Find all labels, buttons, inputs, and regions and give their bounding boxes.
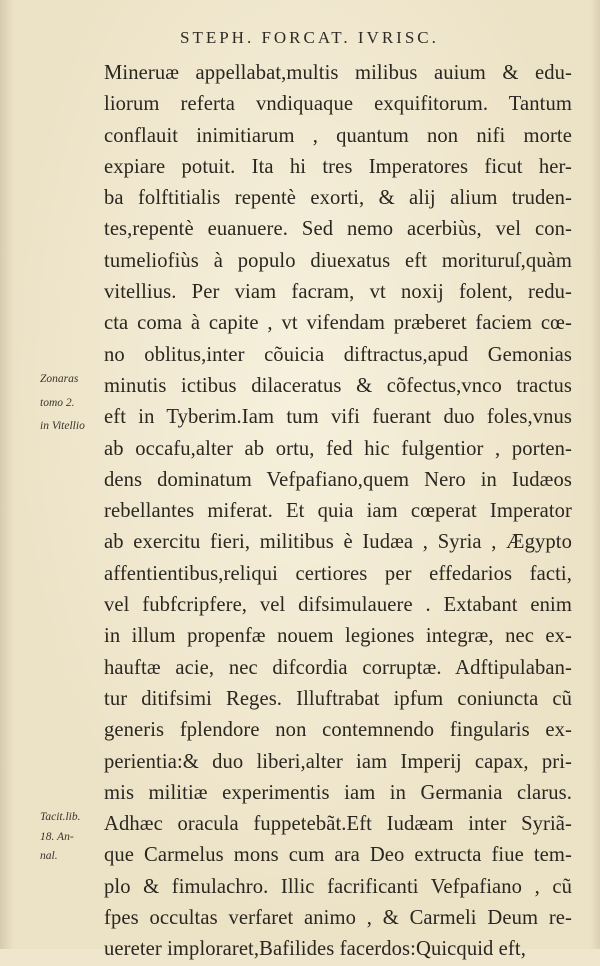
text-line: vel fubfcripfere, vel difsimulauere . Extabant enim [104,594,572,617]
text-line: conflauit inimitiarum , quantum non nifi morte [104,124,572,147]
running-title: STEPH. FORCAT. IVRISC. [180,28,439,47]
text-line: liorum referta vndiquaque exquifitorum. Tantum [104,93,572,116]
text-line: in illum propenfæ nouem legiones integræ, nec ex- [104,625,572,648]
margin-note: 18. An- [40,831,74,843]
page-fold-shadow [590,0,600,949]
body-text [104,58,572,966]
text-line: tur ditifsimi Reges. Illuftrabat ipfum coniuncta cũ [104,687,572,710]
text-line: uereter imploraret,Bafilides facerdos:Quicquid eft, [104,938,526,961]
margin-note: tomo 2. [40,397,75,409]
text-line: plo & fimulachro. Illic facrificanti Vefpafiano , cũ [104,875,572,898]
margin-note: Tacit.lib. [40,811,81,823]
text-line: ab occafu,alter ab ortu, fed hic fulgentior , porten- [104,437,572,460]
margin-note: Zonaras [40,373,79,385]
margin-note: nal. [40,850,58,862]
text-line: generis fplendore non contemnendo fingularis ex- [104,719,572,742]
text-line: ba folftitialis repentè exorti, & alij alium truden- [104,187,572,210]
text-line: affentientibus,reliqui certiores per effedarios facti, [104,562,572,585]
text-line: tes,repentè euanuere. Sed nemo acerbiùs, vel con- [104,218,572,241]
text-line: dens dominatum Vefpafiano,quem Nero in Iudæos [104,468,572,491]
text-line: hauftæ acie, nec difcordia corruptæ. Adftipulaban- [104,656,572,679]
text-line: mis militiæ experimentis iam in Germania clarus. [104,781,572,804]
text-line: Adhæc oracula fuppetebãt.Eft Iudæam inter Syriã- [104,813,572,836]
text-line: perientia:& duo liberi,alter iam Imperij capax, pri- [104,750,572,773]
text-line: vitellius. Per viam facram, vt noxij folent, redu- [104,281,572,304]
text-line: fpes occultas verfaret animo , & Carmeli Deum re- [104,907,572,930]
text-line: ab exercitu fieri, militibus è Iudæa , Syria , Ægypto [104,531,572,554]
margin-note: in Vitellio [40,420,85,432]
text-line: expiare potuit. Ita hi tres Imperatores ficut her- [104,155,572,178]
text-line: eft in Tyberim.Iam tum vifi fuerant duo foles,vnus [104,406,572,429]
text-line: tumeliofiùs à populo diuexatus eft morituruſ,quàm [104,249,572,272]
text-line: Mineruæ appellabat,multis milibus auium & edu- [104,62,572,84]
text-line: que Carmelus mons cum ara Deo extructa fiue tem- [104,844,572,867]
text-line: rebellantes miferat. Et quia iam cœperat Imperator [104,500,572,523]
text-line: cta coma à capite , vt vifendam præberet faciem cœ- [104,312,572,335]
text-line: minutis ictibus dilaceratus & cõfectus,vnco tractus [104,374,572,397]
text-line: no oblitus,inter cõuicia diftractus,apud Gemonias [104,343,572,366]
